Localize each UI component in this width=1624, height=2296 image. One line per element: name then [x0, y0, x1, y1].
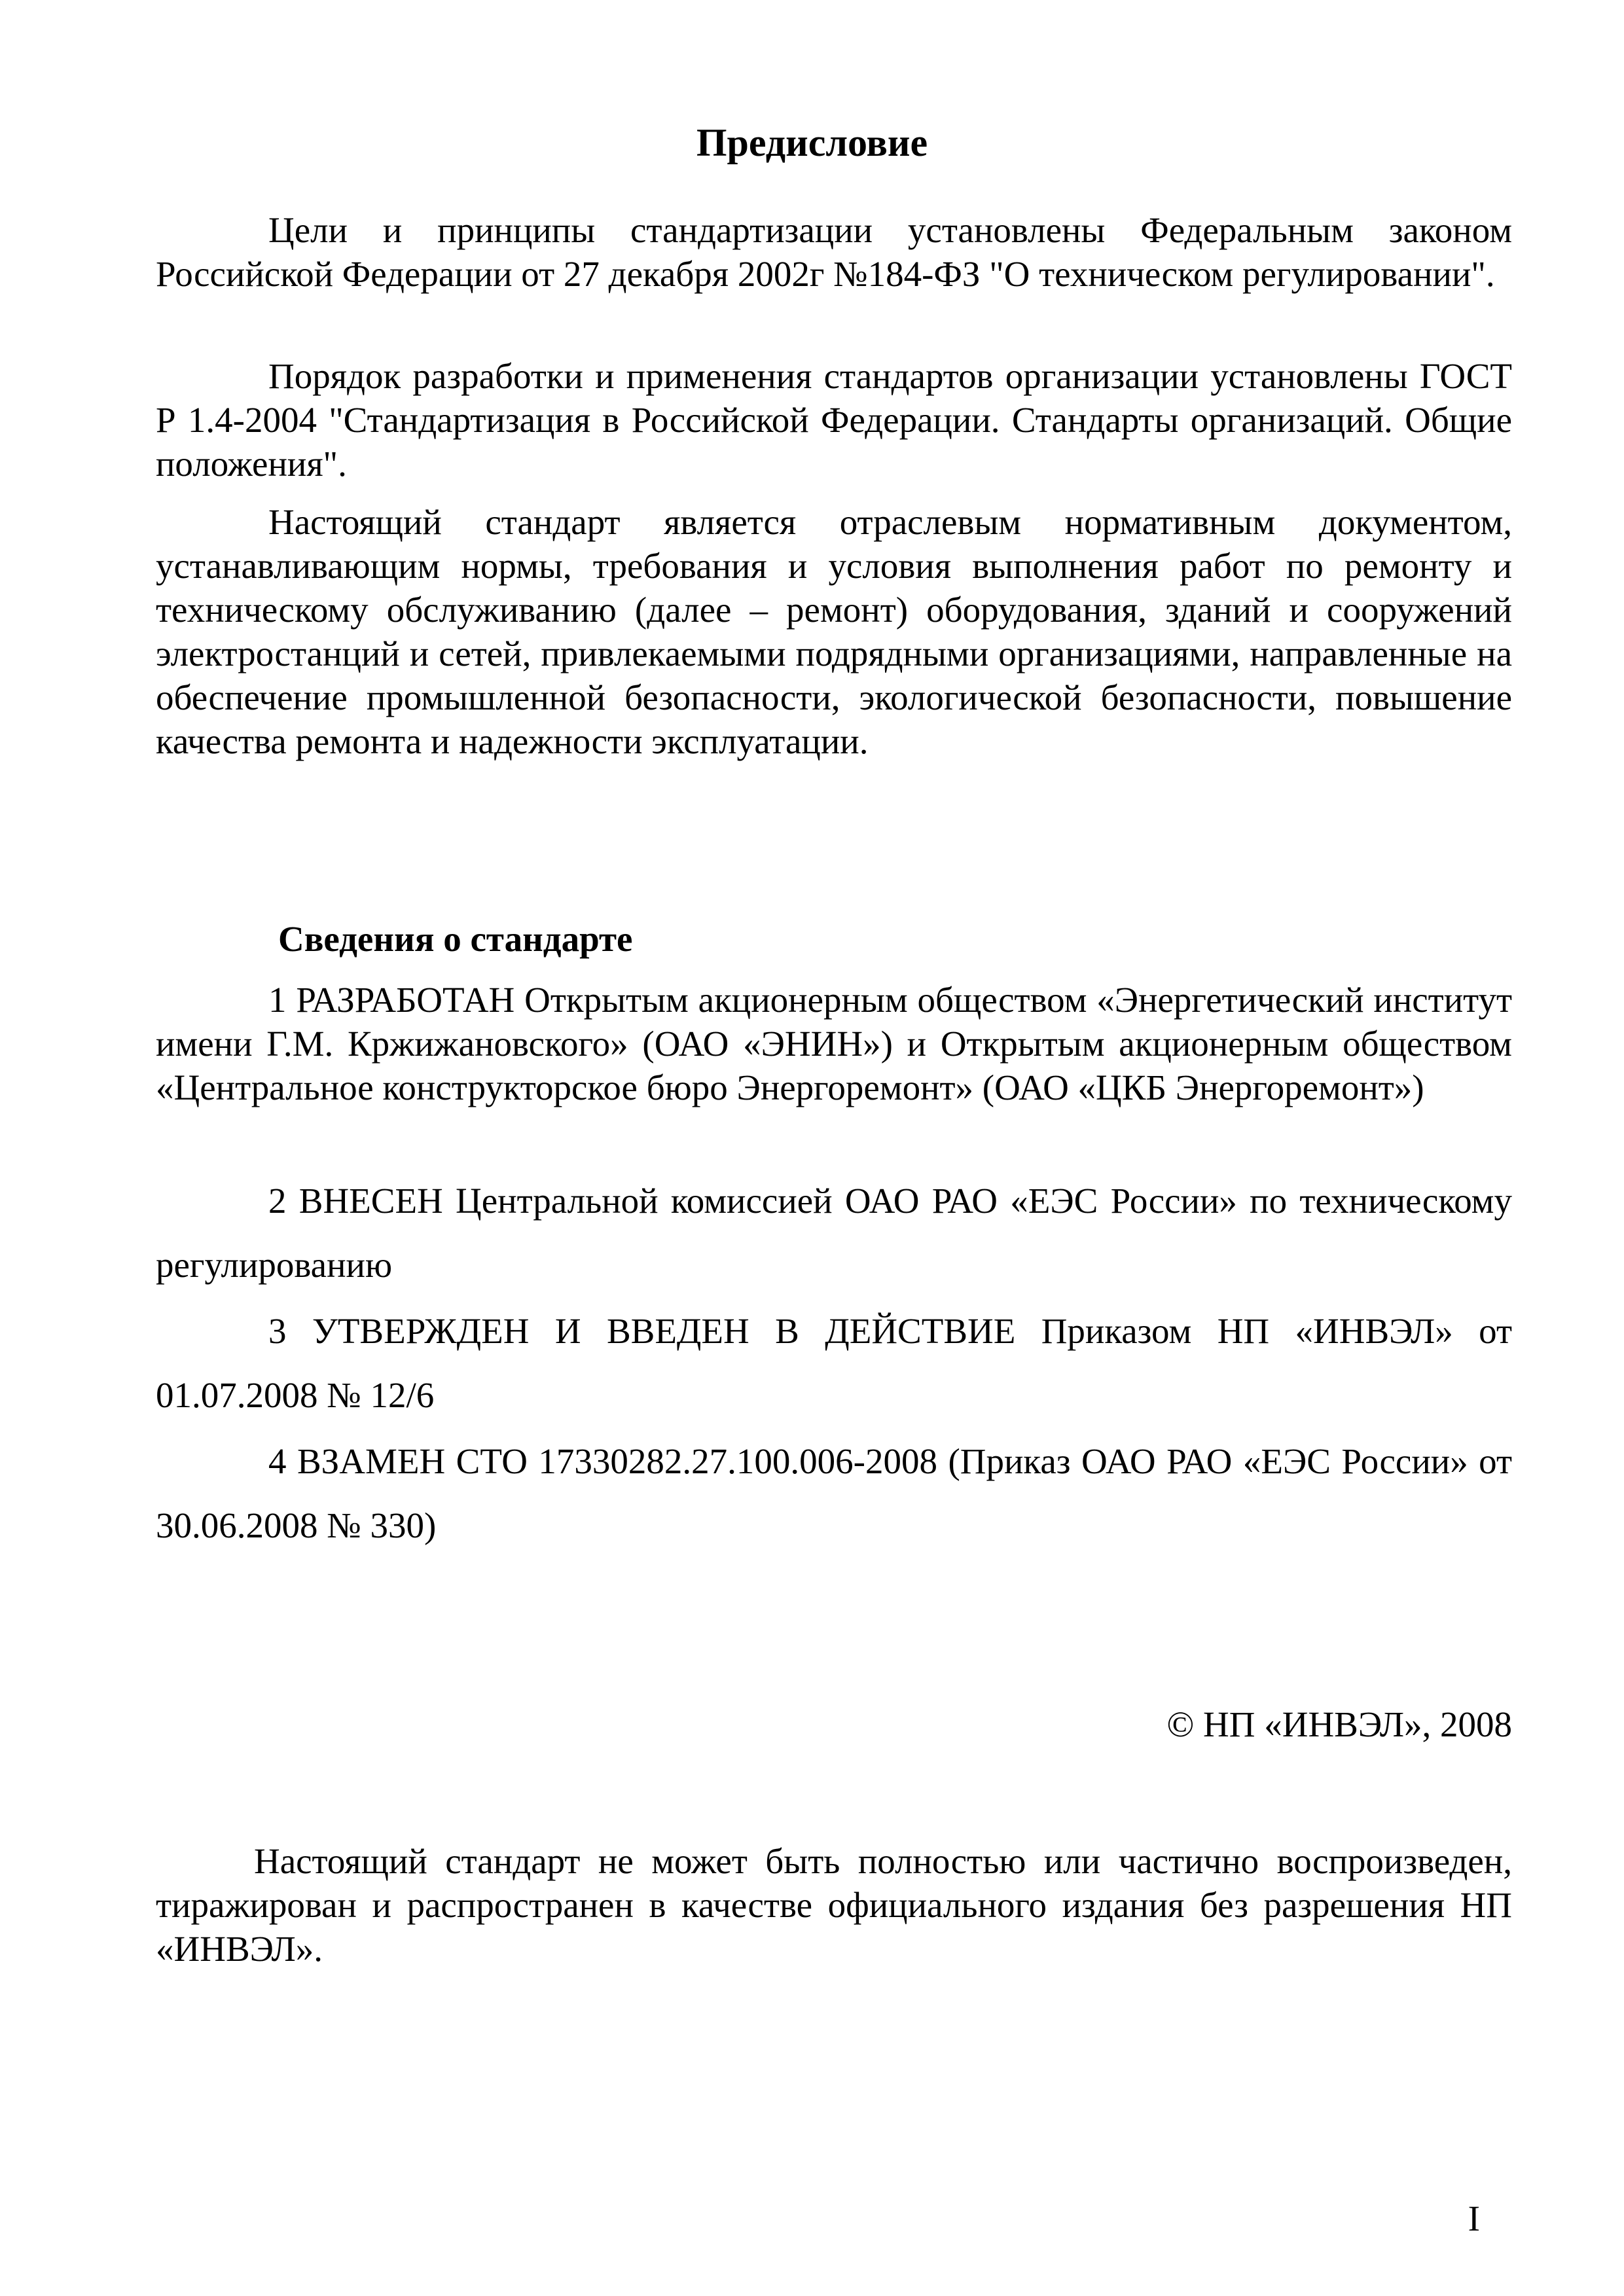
preface-paragraph-goals: Цели и принципы стандартизации установлены Федеральным законом Российской Федерации от 27 декабря 2002г №184-ФЗ "О техническом регулировании".: [156, 210, 1512, 294]
preface-paragraph-scope: Настоящий стандарт является отраслевым нормативным документом, устанавливающим нормы, требования и условия выполнения работ по ремонту и техническому обслуживанию (далее – ремонт) оборудования, зданий и сооружений электростанций и сетей, привлекаемыми подрядными организациями, направленные на обеспечение промышленной безопасности, экологической безопасности, повышение качества ремонта и надежности эксплуатации.: [156, 502, 1512, 761]
copyright-line: © НП «ИНВЭЛ», 2008: [1166, 1704, 1512, 1744]
standard-info-item-developed: 1 РАЗРАБОТАН Открытым акционерным обществом «Энергетический институт имени Г.М. Кржижановского» (ОАО «ЭНИН») и Открытым акционерным обществом «Центральное конструкторское бюро Энергоремонт» (ОАО «ЦКБ Энергоремонт»): [156, 980, 1512, 1107]
preface-paragraph-procedure: Порядок разработки и применения стандартов организации установлены ГОСТ Р 1.4-2004 "Стандартизация в Российской Федерации. Стандарты организаций. Общие положения".: [156, 356, 1512, 484]
page-number: I: [1468, 2198, 1480, 2238]
page-title: Предисловие: [696, 121, 928, 164]
standard-info-item-approved: 3 УТВЕРЖДЕН И ВВЕДЕН В ДЕЙСТВИЕ Приказом НП «ИНВЭЛ» от 01.07.2008 № 12/6: [156, 1311, 1512, 1415]
standard-info-heading: Сведения о стандарте: [278, 919, 633, 959]
standard-info-item-introduced: 2 ВНЕСЕН Центральной комиссией ОАО РАО «ЕЭС России» по техническому регулированию: [156, 1181, 1512, 1285]
standard-info-item-replaces: 4 ВЗАМЕН СТО 17330282.27.100.006-2008 (Приказ ОАО РАО «ЕЭС России» от 30.06.2008 № 330): [156, 1441, 1512, 1545]
reproduction-notice: Настоящий стандарт не может быть полностью или частично воспроизведен, тиражирован и распространен в качестве официального издания без разрешения НП «ИНВЭЛ».: [156, 1841, 1512, 1969]
